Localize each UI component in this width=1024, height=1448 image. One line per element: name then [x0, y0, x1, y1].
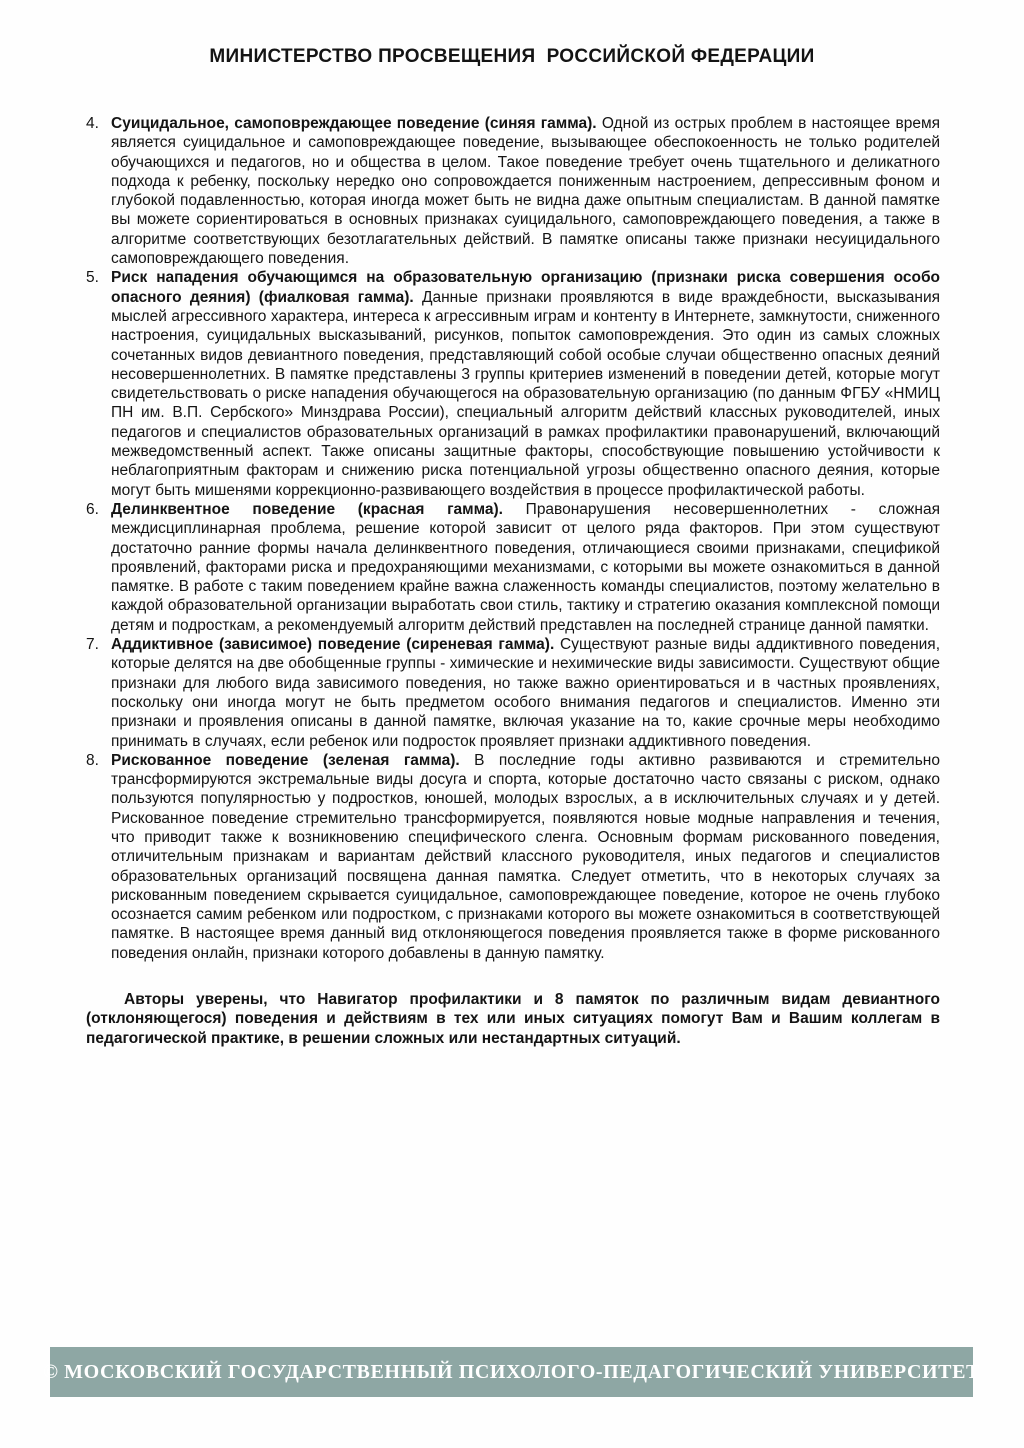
closing-paragraph: Авторы уверены, что Навигатор профилактики и 8 памяток по различным видам девиантного (отклоняющегося) поведения и действиям в тех или иных ситуациях помогут Вам и Вашим коллегам в педагогической практике, в решении сложных или нестандартных ситуаций. [86, 991, 940, 1047]
item-text: Данные признаки проявляются в виде враждебности, высказывания мыслей агрессивного характера, интереса к агрессивным играм и контенту в Интернете, замкнутости, сниженного настроения, суицидальных высказываний, рисунков, попыток самоповреждения. Это один из самых сложных сочетанных видов девиантного поведения, представляющий собой особые случаи общественно опасных деяний несовершеннолетних. В памятке представлены 3 группы критериев изменений в поведении детей, которые могут свидетельствовать о риске нападения обучающегося на образовательную организацию (по данным ФГБУ «НМИЦ ПН им. В.П. Сербского» Минздрава России), специальный алгоритм действий классных руководителей, иных педагогов и специалистов образовательных организаций в рамках профилактики правонарушений, включающий межведомственный аспект. Также описаны защитные факторы, способствующие повышению устойчивости к неблагоприятным факторам и снижению риска потенциальной угрозы общественно опасного деяния, которые могут быть мишенями коррекционно-развивающего воздействия в процессе профилактической работы. [111, 288, 940, 499]
item-title: Рискованное поведение (зеленая гамма). [111, 751, 460, 769]
item-title: Аддиктивное (зависимое) поведение (сиреневая гамма). [111, 636, 555, 654]
item-number: 8. [86, 751, 99, 769]
item-number: 6. [86, 500, 99, 518]
list-item [86, 268, 940, 500]
list-item [86, 500, 940, 635]
item-paragraph [111, 635, 940, 751]
footer-band [43, 1347, 980, 1397]
document-body [86, 114, 940, 1048]
item-paragraph [111, 500, 940, 635]
item-number: 7. [86, 636, 99, 654]
item-number: 4. [86, 115, 99, 132]
item-text: Одной из острых проблем в настоящее время является суицидальное и самоповреждающее поведение, вызывающее обеспокоенность не только родителей обучающихся и педагогов, но и общества в целом. Такое поведение требует очень тщательного и деликатного подхода к ребенку, поскольку нередко оно сопровождается пониженным настроением, депрессивным фоном и глубокой подавленностью, которая иногда может быть не видна даже опытным специалистам. В данной памятке вы можете сориентироваться в основных признаках суицидального, самоповреждающего поведения, а также в алгоритме соответствующих безотлагательных действий. В памятке описаны также признаки несуицидального самоповреждающего поведения. [111, 115, 941, 268]
item-paragraph [111, 268, 940, 500]
list-item [86, 751, 940, 963]
item-text: Правонарушения несовершеннолетних - сложная междисциплинарная проблема, решение которой зависит от целого ряда факторов. При этом существуют достаточно ранние формы начала делинквентного поведения, отличающиеся своими признаками, спецификой проявлений, факторами риска и предохраняющими механизмами, с которыми вы можете ознакомиться в данной памятке. В работе с таким поведением крайне важна слаженность команды специалистов, поэтому желательно в каждой образовательной организации выработать свои стиль, тактику и стратегию оказания комплексной помощи детям и подросткам, а рекомендуемый алгоритм действий представлен на последней странице данной памятки. [111, 500, 940, 634]
item-number: 5. [86, 269, 99, 287]
item-paragraph [111, 114, 940, 268]
list-item [86, 114, 940, 268]
footer-copyright-text: © МОСКОВСКИЙ ГОСУДАРСТВЕННЫЙ ПСИХОЛОГО-ПЕДАГОГИЧЕСКИЙ УНИВЕРСИТЕТ [43, 1360, 980, 1383]
item-text: Существуют разные виды аддиктивного поведения, которые делятся на две обобщенные группы - химические и нехимические виды зависимости. Существуют общие признаки для любого вида зависимого поведения, но также важно ориентироваться и в частных проявлениях, поскольку они иногда могут не быть предметом особого внимания педагогов и специалистов. Именно эти признаки и проявления описаны в данной памятке, включая указание на то, какие срочные меры необходимо принимать в случаях, если ребенок или подросток проявляет признаки аддиктивного поведения. [111, 636, 941, 750]
item-title: Суицидальное, самоповреждающее поведение (синяя гамма). [111, 115, 597, 132]
item-text: В последние годы активно развиваются и стремительно трансформируются экстремальные виды досуга и спорта, которые достаточно часто связаны с риском, однако пользуются популярностью у подростков, юношей, молодых взрослых, а в исключительных случаях и у детей. Рискованное поведение стремительно трансформируется, появляются новые модные направления и течения, что приводит также к возникновению специфического сленга. Основным формам рискованного поведения, отличительным признакам и вариантам действий классного руководителя, иных педагогов и специалистов образовательных организаций посвящена данная памятка. Следует отметить, что в некоторых случаях за рискованным поведением скрывается суицидальное, самоповреждающее поведение, которое не очень глубоко осознается самим ребенком или подростком, с признаками которого вы можете ознакомиться в соответствующей памятке. В настоящее время данный вид отклоняющегося поведения проявляется также в форме рискованного поведения онлайн, признаки которого добавлены в данную памятку. [111, 751, 940, 962]
page-title: МИНИСТЕРСТВО ПРОСВЕЩЕНИЯ РОССИЙСКОЙ ФЕДЕРАЦИИ [209, 46, 815, 67]
item-paragraph [111, 751, 940, 963]
item-title: Риск нападения обучающимся на образовательную организацию (признаки риска совершения особо опасного деяния) (фиалковая гамма). [111, 269, 940, 306]
item-title: Делинквентное поведение (красная гамма). [111, 500, 503, 518]
list-item [86, 635, 940, 751]
